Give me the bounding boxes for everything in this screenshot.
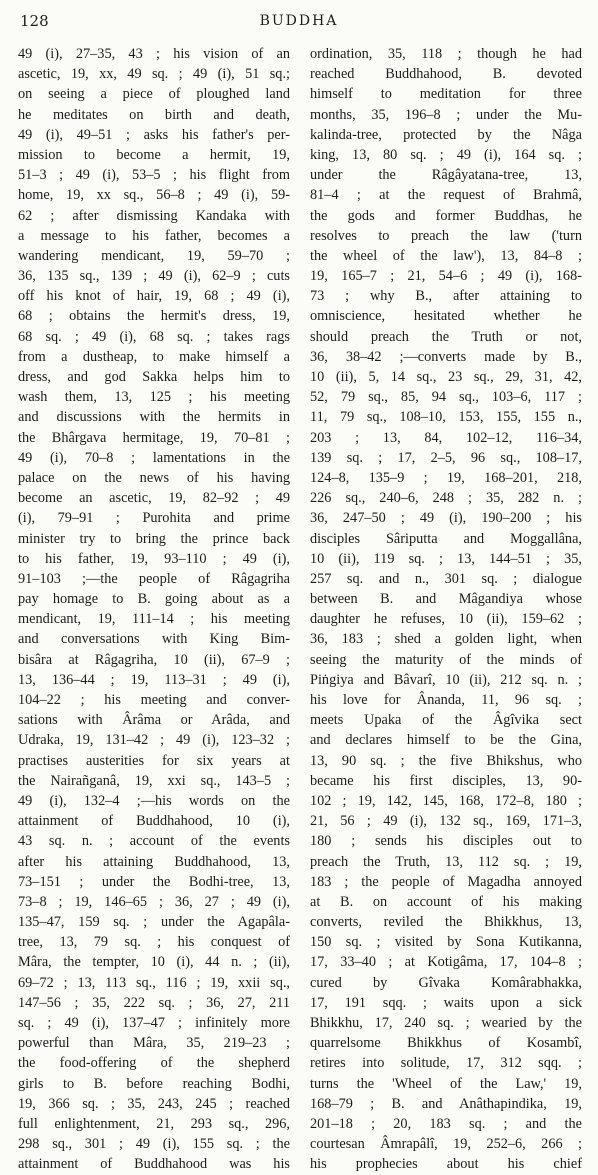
index-line: reached Buddhahood, B. devoted (310, 66, 582, 83)
index-line: 52, 79 sq., 85, 94 sq., 103–6, 117 ; (310, 389, 582, 406)
index-line: the Nairañganâ, 19, xxi sq., 143–5 ; (18, 772, 290, 789)
index-line: 19, 165–7 ; 21, 54–6 ; 49 (i), 168- (310, 268, 582, 285)
index-line: full enlightenment, 21, 293 sq., 296, (18, 1115, 290, 1132)
running-header (0, 12, 598, 36)
index-line: 36, 135 sq., 139 ; 49 (i), 62–9 ; cuts (18, 268, 290, 285)
index-line: 104–22 ; his meeting and conver- (18, 692, 290, 708)
index-line: powerful than Mâra, 35, 219–23 ; (18, 1035, 290, 1052)
index-line: Piṅgiya and Bâvarî, 10 (ii), 212 sq. n. ; (310, 671, 582, 688)
right-column (310, 44, 582, 1175)
index-line: on seeing a piece of ploughed land (18, 86, 290, 103)
index-line: 36, 38–42 ;—converts made by B., (310, 348, 582, 365)
index-line: 257 sq. and n., 301 sq. ; dialogue (310, 570, 582, 587)
index-line: tree, 13, 79 sq. ; his conquest of (18, 934, 290, 951)
index-line: 13, 90 sq. ; the five Bhikshus, who (310, 752, 582, 769)
index-line: 11, 79 sq., 108–10, 153, 155, 155 n., (310, 409, 582, 426)
index-line: quarrelsome Bhikkhus of Kosambî, (310, 1035, 582, 1052)
index-line: kalinda-tree, protected by the Nâga (310, 126, 582, 143)
index-line: the gods and former Buddhas, he (310, 207, 582, 224)
index-line: the Bhârgava hermitage, 19, 70–81 ; (18, 429, 290, 446)
index-line: after his attaining Buddhahood, 13, (18, 853, 290, 870)
index-line: attainment of Buddhahood was his (18, 1156, 290, 1173)
index-line: 49 (i), 27–35, 43 ; his vision of an (18, 46, 290, 62)
index-line: 19, 366 sq. ; 35, 243, 245 ; reached (18, 1095, 290, 1112)
index-line: and declares himself to be the Gina, (310, 732, 582, 749)
index-line: omniscience, hesitated whether he (310, 308, 582, 325)
index-line: courtesan Âmrapâlî, 19, 252–6, 266 ; (310, 1136, 582, 1153)
index-line: bisâra at Râgagriha, 10 (ii), 67–9 ; (18, 651, 290, 668)
index-line: sq. ; 49 (i), 137–47 ; infinitely more (18, 1015, 290, 1031)
index-line: 49 (i), 49–51 ; asks his father's per- (18, 126, 290, 143)
index-line: 49 (i), 132–4 ;—his words on the (18, 792, 290, 809)
index-line: Bhikkhu, 17, 240 sq. ; wearied by the (310, 1015, 582, 1031)
index-line: Mâra, the tempter, 10 (i), 44 n. ; (ii), (18, 954, 290, 971)
index-line: 147–56 ; 35, 222 sq. ; 36, 27, 211 (18, 994, 290, 1011)
index-line: become an ascetic, 19, 82–92 ; 49 (18, 490, 290, 507)
index-line: 150 sq. ; visited by Sona Kutikanna, (310, 934, 582, 951)
index-line: cured by Gîvaka Komârabhakka, (310, 974, 582, 991)
index-line: 36, 247–50 ; 49 (i), 190–200 ; his (310, 510, 582, 527)
index-line: girls to B. before reaching Bodhi, (18, 1075, 290, 1092)
index-line: 102 ; 19, 142, 145, 168, 172–8, 180 ; (310, 792, 582, 809)
index-line: 43 sq. n. ; account of the events (18, 833, 290, 850)
index-line: ordination, 35, 118 ; though he had (310, 46, 582, 62)
index-line: minister try to bring the prince back (18, 530, 290, 547)
index-line: meets Upaka of the Âgîvika sect (310, 712, 582, 729)
left-column (18, 44, 290, 1175)
index-line: sations with Ârâma or Arâda, and (18, 712, 290, 729)
index-line: 10 (ii), 119 sq. ; 13, 144–51 ; 35, (310, 550, 582, 567)
index-line: the food-offering of the shepherd (18, 1055, 290, 1072)
index-line: and discussions with the hermits in (18, 409, 290, 426)
index-line: the wheel of the law'), 13, 84–8 ; (310, 247, 582, 264)
index-line: should preach the Truth or not, (310, 328, 582, 345)
index-line: 13, 136–44 ; 19, 113–31 ; 49 (i), (18, 671, 290, 688)
index-line: 183 ; the people of Magadha annoyed (310, 873, 582, 890)
index-line: attainment of Buddhahood, 10 (i), (18, 813, 290, 830)
index-line: 73–8 ; 19, 146–65 ; 36, 27 ; 49 (i), (18, 893, 290, 910)
index-line: 73 ; why B., after attaining to (310, 288, 582, 305)
index-line: mendicant, 19, 111–14 ; his meeting (18, 611, 290, 628)
index-line: 68 ; obtains the hermit's dress, 19, (18, 308, 290, 325)
index-line: 139 sq. ; 17, 2–5, 96 sq., 108–17, (310, 449, 582, 466)
index-line: his love for Ânanda, 11, 96 sq. ; (310, 692, 582, 708)
index-line: seeing the maturity of the minds of (310, 651, 582, 668)
index-line: 68 sq. ; 49 (i), 68 sq. ; takes rags (18, 328, 290, 345)
page-number: 128 (20, 12, 49, 30)
index-line: 51–3 ; 49 (i), 53–5 ; his flight from (18, 167, 290, 184)
index-line: 62 ; after dismissing Kandaka with (18, 207, 290, 224)
running-title: BUDDHA (259, 13, 339, 29)
index-line: ascetic, 19, xx, 49 sq. ; 49 (i), 51 sq.; (18, 66, 290, 83)
index-line: wash them, 13, 125 ; his meeting (18, 389, 290, 406)
index-line: 49 (i), 70–8 ; lamentations in the (18, 449, 290, 466)
index-line: 17, 33–40 ; at Kotigâma, 17, 104–8 ; (310, 954, 582, 971)
index-line: dress, and god Sakka helps him to (18, 369, 290, 385)
index-line: turns the 'Wheel of the Law,' 19, (310, 1075, 582, 1092)
index-line: mission to become a hermit, 19, (18, 146, 290, 163)
index-line: pay homage to B. going about as a (18, 591, 290, 608)
index-line: practises austerities for six years at (18, 752, 290, 769)
index-line: 81–4 ; at the request of Brahmâ, (310, 187, 582, 204)
index-line: to his father, 19, 93–110 ; 49 (i), (18, 550, 290, 567)
index-line: he meditates on birth and death, (18, 106, 290, 123)
index-line: off his knot of hair, 19, 68 ; 49 (i), (18, 288, 290, 305)
index-line: 203 ; 13, 84, 102–12, 116–34, (310, 429, 582, 446)
index-line: 201–18 ; 20, 183 sq. ; and the (310, 1115, 582, 1132)
index-line: disciples Sâriputta and Moggallâna, (310, 530, 582, 547)
index-line: under the Râgâyatana-tree, 13, (310, 167, 582, 184)
index-line: 10 (ii), 5, 14 sq., 23 sq., 29, 31, 42, (310, 369, 582, 385)
index-line: 226 sq., 240–6, 248 ; 35, 282 n. ; (310, 490, 582, 507)
index-line: converts, reviled the Bhikkhus, 13, (310, 914, 582, 931)
index-line: from a dustheap, to make himself a (18, 348, 290, 365)
index-line: became his first disciples, 13, 90- (310, 772, 582, 789)
index-line: and conversations with King Bim- (18, 631, 290, 648)
index-line: 21, 56 ; 49 (i), 132 sq., 169, 171–3, (310, 813, 582, 830)
index-line: retires into solitude, 17, 312 sqq. ; (310, 1055, 582, 1072)
index-line: king, 13, 80 sq. ; 49 (i), 164 sq. ; (310, 146, 582, 163)
index-line: 135–47, 159 sq. ; under the Agapâla- (18, 914, 290, 931)
index-line: 17, 191 sqq. ; waits upon a sick (310, 994, 582, 1011)
index-line: at B. on account of his making (310, 893, 582, 910)
index-line: Udraka, 19, 131–42 ; 49 (i), 123–32 ; (18, 732, 290, 749)
index-line: 91–103 ;—the people of Râgagriha (18, 570, 290, 587)
index-line: wandering mendicant, 19, 59–70 ; (18, 247, 290, 264)
index-line: 168–79 ; B. and Anâthapindika, 19, (310, 1095, 582, 1112)
index-line: 180 ; sends his disciples out to (310, 833, 582, 850)
index-line: himself to meditation for three (310, 86, 582, 103)
index-line: 36, 183 ; shed a golden light, when (310, 631, 582, 648)
index-line: daughter he refuses, 10 (ii), 159–62 ; (310, 611, 582, 628)
index-line: 298 sq., 301 ; 49 (i), 155 sq. ; the (18, 1136, 290, 1153)
index-line: 73–151 ; under the Bodhi-tree, 13, (18, 873, 290, 890)
index-line: between B. and Mâgandiya whose (310, 591, 582, 608)
index-line: home, 19, xx sq., 56–8 ; 49 (i), 59- (18, 187, 290, 204)
index-line: palace on the news of his having (18, 469, 290, 486)
index-line: 124–8, 135–9 ; 19, 168–201, 218, (310, 469, 582, 486)
index-line: (i), 79–91 ; Purohita and prime (18, 510, 290, 527)
index-line: preach the Truth, 13, 112 sq. ; 19, (310, 853, 582, 870)
index-line: a message to his father, becomes a (18, 227, 290, 244)
index-line: his prophecies about his chief (310, 1156, 582, 1173)
index-columns (18, 44, 582, 1173)
index-line: months, 35, 196–8 ; under the Mu- (310, 106, 582, 123)
index-line: 69–72 ; 13, 113 sq., 116 ; 19, xxii sq., (18, 974, 290, 991)
index-line: resolves to preach the law ('turn (310, 227, 582, 244)
